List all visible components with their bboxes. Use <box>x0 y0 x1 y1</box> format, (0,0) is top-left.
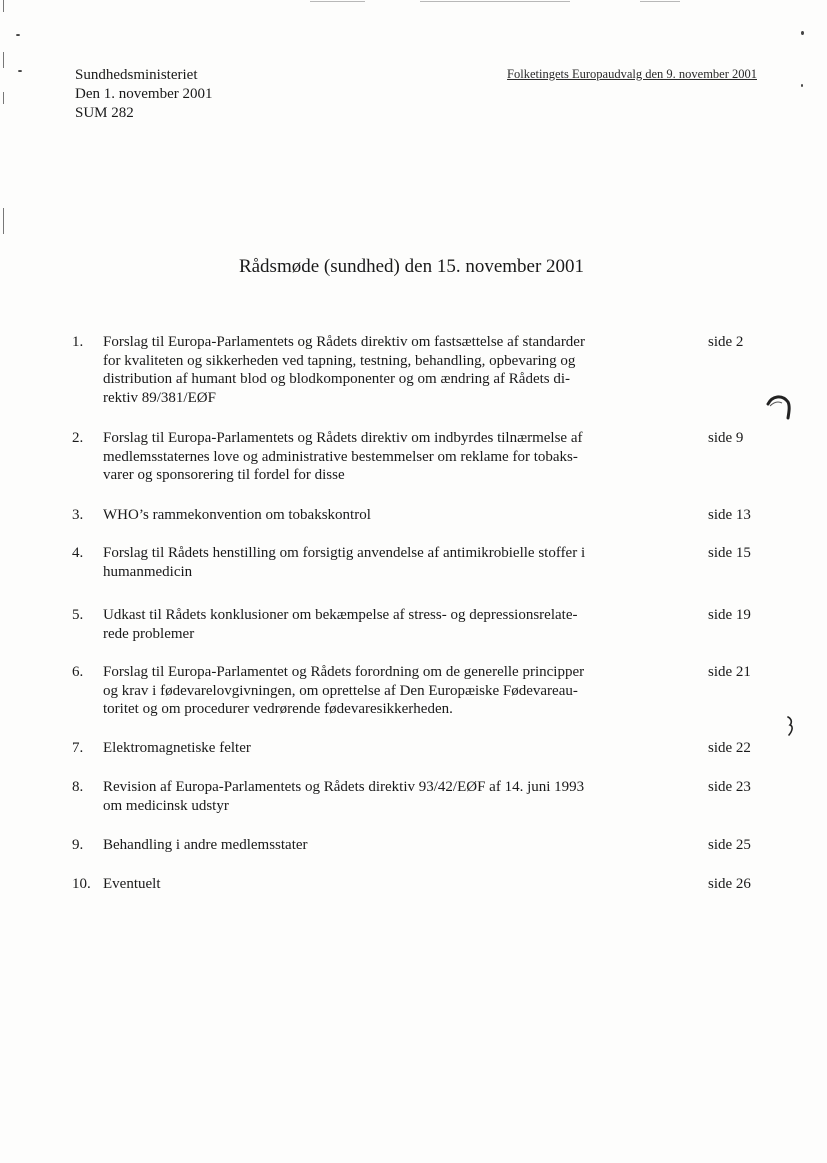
agenda-item-text <box>103 663 653 719</box>
agenda-item-text <box>103 836 653 855</box>
scan-artifact-dot <box>16 34 20 36</box>
agenda-item-line: Forslag til Rådets henstilling om forsigtig anvendelse af antimikrobielle stoffer i <box>103 545 586 561</box>
scan-artifact-line <box>640 1 680 2</box>
scan-artifact-edge <box>3 52 4 68</box>
pen-mark <box>766 392 792 420</box>
agenda-item-line: humanmedicin <box>103 563 193 580</box>
agenda-item-page: side 19 <box>708 607 751 623</box>
agenda-item-number: 5. <box>72 607 84 623</box>
page-title-text: Rådsmøde (sundhed) den 15. november 2001 <box>238 256 585 277</box>
agenda-item-text <box>103 739 653 758</box>
agenda-item-line: Eventuelt <box>103 876 161 892</box>
document-date: Den 1. november 2001 <box>75 86 213 102</box>
agenda-item-line: om medicinsk udstyr <box>103 797 229 814</box>
page-title <box>0 255 827 279</box>
agenda-item-page: side 21 <box>708 664 751 680</box>
agenda-item-number: 2. <box>72 430 84 446</box>
agenda-item-text <box>103 544 653 581</box>
scan-artifact-line <box>420 1 570 2</box>
agenda-item-page: side 26 <box>708 876 751 892</box>
agenda-item-number: 1. <box>72 334 84 350</box>
scan-artifact-edge <box>3 92 4 104</box>
agenda-item-page: side 23 <box>708 779 751 795</box>
ministry-name: Sundhedsministeriet <box>75 67 198 83</box>
agenda-item-page: side 9 <box>708 430 744 446</box>
agenda-item-line: rektiv 89/381/EØF <box>103 389 216 406</box>
agenda-item-text <box>103 778 653 815</box>
scan-artifact-edge <box>3 0 4 12</box>
agenda-item-page: side 13 <box>708 507 751 523</box>
agenda-item-line: varer og sponsorering til fordel for disse <box>103 467 345 484</box>
scan-artifact-line <box>310 1 365 2</box>
agenda-item-page: side 25 <box>708 837 751 853</box>
agenda-item-number: 10. <box>72 876 91 892</box>
agenda-item-number: 7. <box>72 740 84 756</box>
agenda-item-line: Behandling i andre medlemsstater <box>103 837 308 853</box>
pen-mark <box>785 716 795 736</box>
agenda-item-line: og krav i fødevarelovgivningen, om oprettelse af Den Europæiske Fødevareau- <box>103 682 578 699</box>
agenda-item-text <box>103 333 653 407</box>
agenda-item-line: Forslag til Europa-Parlamentets og Rådets direktiv om indbyrdes tilnærmelse af <box>103 430 583 446</box>
agenda-item-line: WHO’s rammekonvention om tobakskontrol <box>103 507 371 523</box>
agenda-item-line: rede problemer <box>103 625 195 642</box>
scan-artifact-dot <box>801 31 804 35</box>
agenda-item-number: 6. <box>72 664 84 680</box>
agenda-item-number: 4. <box>72 545 84 561</box>
agenda-item-page: side 2 <box>708 334 744 350</box>
document-reference: SUM 282 <box>75 105 134 121</box>
scan-artifact-dot <box>18 70 22 72</box>
agenda-item-text <box>103 606 653 643</box>
scan-artifact-dot <box>801 84 803 87</box>
agenda-item-line: for kvaliteten og sikkerheden ved tapning, testning, behandling, opbevaring og <box>103 352 576 369</box>
agenda-item-number: 3. <box>72 507 84 523</box>
agenda-item-line: toritet og om procedurer vedrørende fødevaresikkerheden. <box>103 701 453 718</box>
agenda-item-line: Revision af Europa-Parlamentets og Rådets direktiv 93/42/EØF af 14. juni 1993 <box>103 779 585 795</box>
agenda-item-page: side 22 <box>708 740 751 756</box>
scan-artifact-edge <box>3 208 4 234</box>
agenda-item-page: side 15 <box>708 545 751 561</box>
agenda-item-text <box>103 506 653 525</box>
committee-note: Folketingets Europaudvalg den 9. november 2001 <box>507 67 757 81</box>
agenda-item-line: Elektromagnetiske felter <box>103 740 251 756</box>
agenda-item-line: Forslag til Europa-Parlamentet og Rådets forordning om de generelle principper <box>103 664 585 680</box>
agenda-item-line: Forslag til Europa-Parlamentets og Rådets direktiv om fastsættelse af standarder <box>103 334 585 350</box>
agenda-item-number: 8. <box>72 779 84 795</box>
agenda-item-text <box>103 429 653 485</box>
agenda-item-line: medlemsstaternes love og administrative bestemmelser om reklame for tobaks- <box>103 448 578 465</box>
agenda-item-line: Udkast til Rådets konklusioner om bekæmpelse af stress- og depressionsrelate- <box>103 607 578 623</box>
agenda-item-line: distribution af humant blod og blodkomponenter og om ændring af Rådets di- <box>103 371 571 388</box>
sender-block <box>75 66 212 123</box>
agenda-item-number: 9. <box>72 837 84 853</box>
agenda-item-text <box>103 875 653 894</box>
